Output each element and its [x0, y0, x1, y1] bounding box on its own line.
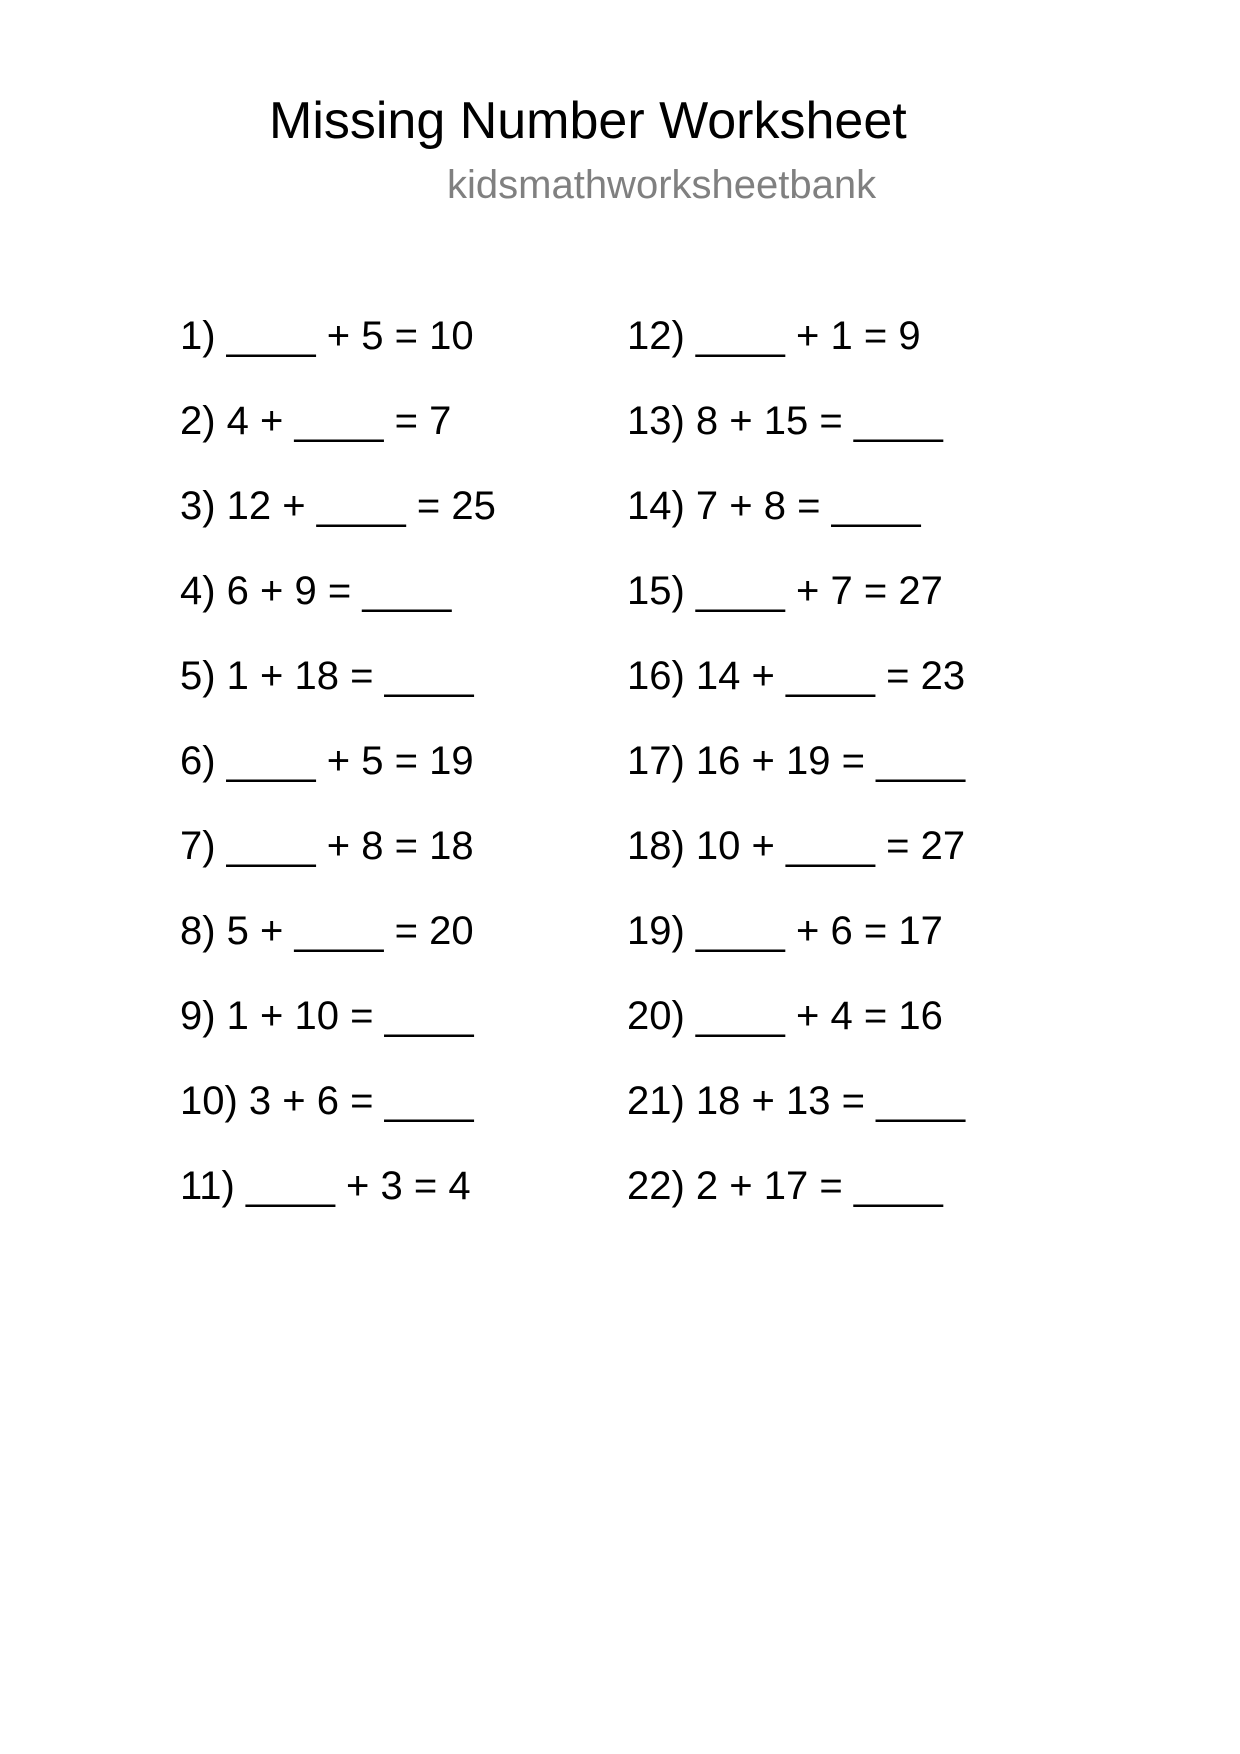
- problem-12: 12) ____ + 1 = 9: [627, 314, 921, 358]
- problem-18: 18) 10 + ____ = 27: [627, 824, 966, 868]
- problem-1: 1) ____ + 5 = 10: [180, 314, 474, 358]
- worksheet-subtitle: kidsmathworksheetbank: [447, 163, 877, 207]
- problem-6: 6) ____ + 5 = 19: [180, 739, 474, 783]
- problem-column-left: [180, 307, 496, 1242]
- problem-9: 9) 1 + 10 = ____: [180, 994, 474, 1038]
- problem-14: 14) 7 + 8 = ____: [627, 484, 921, 528]
- problem-10: 10) 3 + 6 = ____: [180, 1079, 474, 1123]
- problem-15: 15) ____ + 7 = 27: [627, 569, 943, 613]
- problem-5: 5) 1 + 18 = ____: [180, 654, 474, 698]
- problem-19: 19) ____ + 6 = 17: [627, 909, 943, 953]
- problem-8: 8) 5 + ____ = 20: [180, 909, 474, 953]
- problem-2: 2) 4 + ____ = 7: [180, 399, 452, 443]
- problem-7: 7) ____ + 8 = 18: [180, 824, 474, 868]
- problem-4: 4) 6 + 9 = ____: [180, 569, 452, 613]
- problem-13: 13) 8 + 15 = ____: [627, 399, 943, 443]
- problem-21: 21) 18 + 13 = ____: [627, 1079, 966, 1123]
- worksheet-title: Missing Number Worksheet: [269, 92, 907, 150]
- problem-3: 3) 12 + ____ = 25: [180, 484, 496, 528]
- problem-20: 20) ____ + 4 = 16: [627, 994, 943, 1038]
- problem-16: 16) 14 + ____ = 23: [627, 654, 966, 698]
- problem-22: 22) 2 + 17 = ____: [627, 1164, 943, 1208]
- problem-17: 17) 16 + 19 = ____: [627, 739, 966, 783]
- problem-column-right: [627, 307, 965, 1242]
- problem-11: 11) ____ + 3 = 4: [180, 1164, 471, 1208]
